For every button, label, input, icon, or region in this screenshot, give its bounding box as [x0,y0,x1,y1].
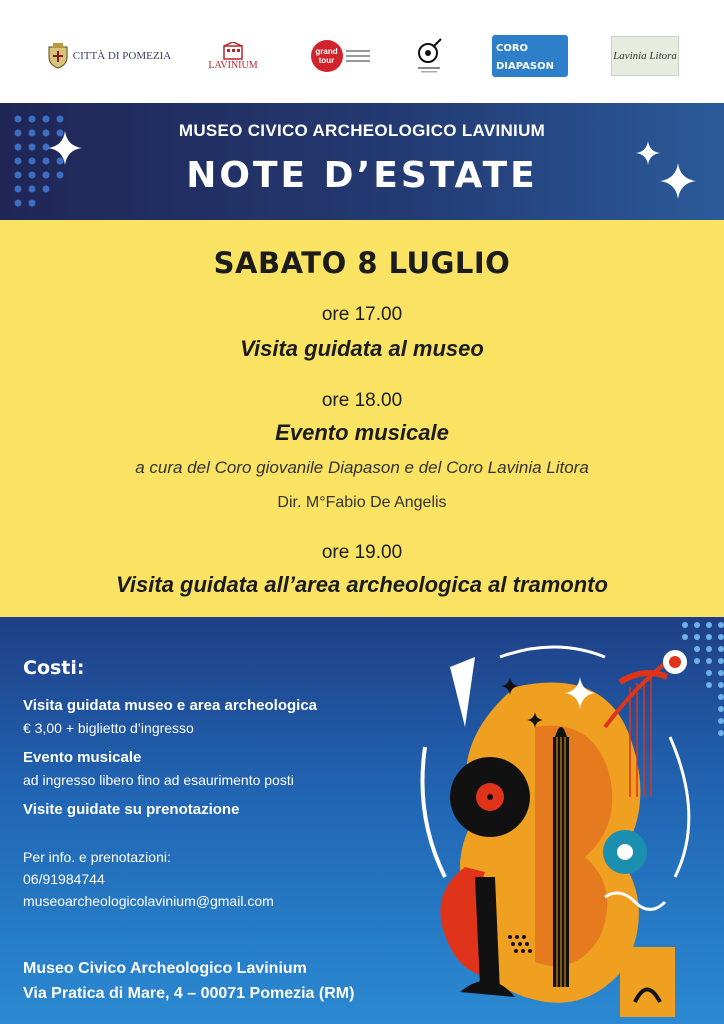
cost-item-title: Visite guidate su prenotazione [23,801,240,818]
cost-item-title: Visita guidata museo e area archeologica [23,697,318,714]
cost-item-detail: ad ingresso libero fino ad esaurimento posti [23,772,294,788]
logo-grand-tour [308,36,372,76]
costs-heading: Costi: [23,657,85,679]
lavinium-emblem-icon [222,42,244,60]
event-date: SABATO 8 LUGLIO [213,246,511,280]
contact-label: Per info. e prenotazioni: [23,849,171,865]
logo-coro-diapason [492,36,568,76]
logo-label: CORO DIAPASON [496,43,554,72]
event-activity: Evento musicale [275,420,449,445]
logo-label: LAVINIUM [208,59,258,71]
address-line-2: Via Pratica di Mare, 4 – 00071 Pomezia (RM) [23,985,355,1002]
event-time: ore 19.00 [321,542,403,563]
logo-lavinia-litora [610,36,680,76]
event-header [0,103,724,220]
info-section [0,617,724,1024]
event-time: ore 18.00 [321,390,403,411]
event-activity: Visita guidata al museo [240,336,484,361]
event-title: NOTE D’ESTATE [186,155,538,196]
event-time: ore 17.00 [321,304,403,325]
grand-tour-badge [311,40,343,72]
pomezia-crest-icon [47,43,69,69]
contact-email[interactable]: museoarcheologicolavinium@gmail.com [23,893,274,909]
cost-item-title: Evento musicale [23,749,142,766]
logo-citta-di-pomezia [44,36,174,76]
logo-lavinium [196,36,270,76]
logo-strip [0,0,724,103]
museum-name: MUSEO CIVICO ARCHEOLOGICO LAVINIUM [178,121,546,140]
lavinia-litora-badge [611,36,679,76]
musical-instruments-illustration [405,617,724,1024]
contact-phone[interactable]: 06/91984744 [23,871,105,887]
address-line-1: Museo Civico Archeologico Lavinium [23,960,307,977]
logo-guitar-emblem [412,36,448,76]
coro-diapason-badge [492,35,568,77]
event-description: a cura del Coro giovanile Diapason e del Coro Lavinia Litora [135,458,589,477]
event-activity: Visita guidata all’area archeologica al tramonto [116,572,608,597]
grand-tour-caption-lines [346,47,370,65]
programme-section [0,220,724,617]
logo-label: CITTÀ DI POMEZIA [72,50,172,62]
guitar-emblem-icon [416,37,444,75]
logo-label: grand tour [315,47,338,65]
logo-label: Lavinia Litora [613,50,677,62]
event-director: Dir. M°Fabio De Angelis [277,494,447,511]
cost-item-detail: € 3,00 + biglietto d’ingresso [23,720,194,736]
